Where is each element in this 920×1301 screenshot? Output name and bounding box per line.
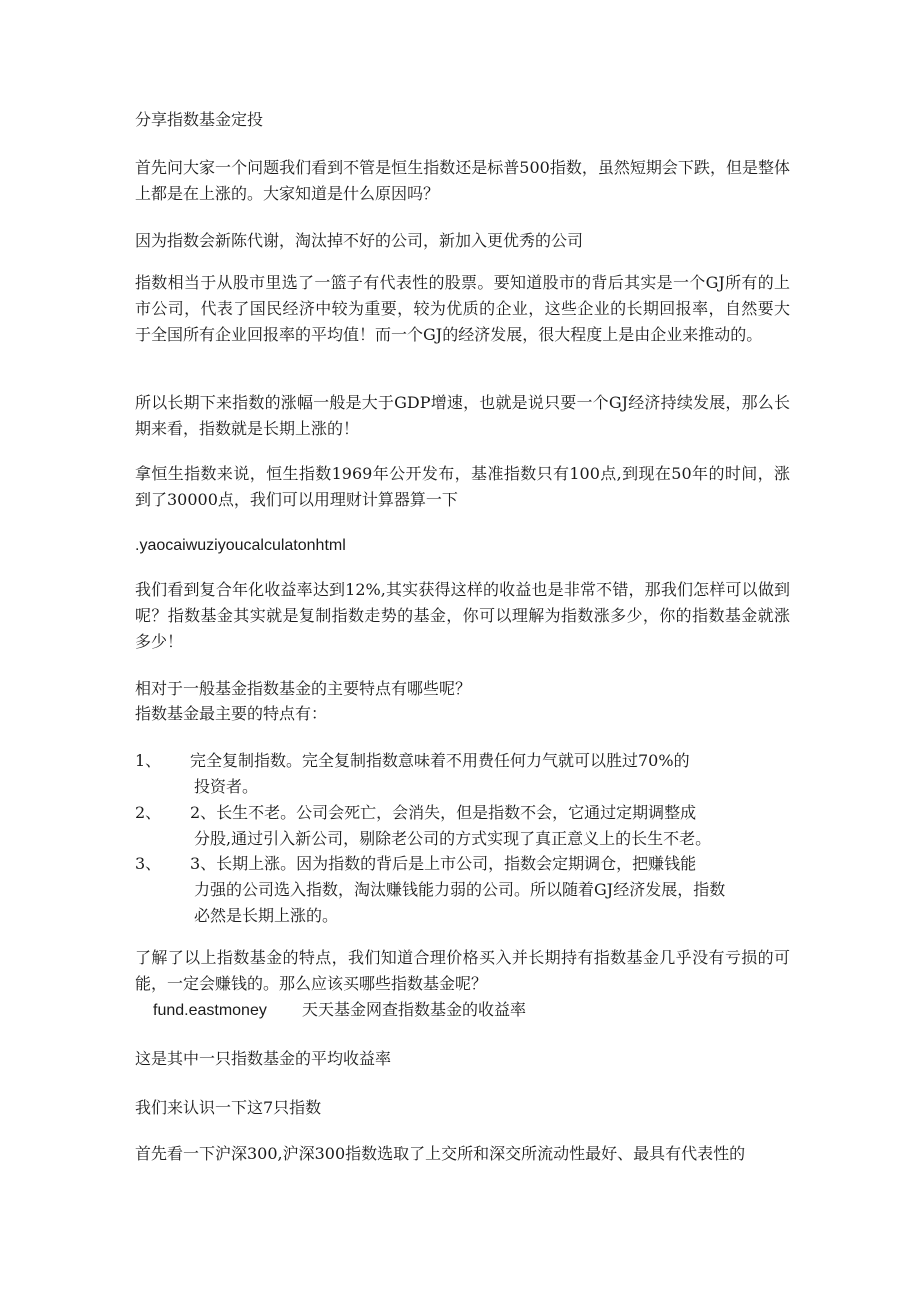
- paragraph-return-rate: 我们看到复合年化收益率达到12%,其实获得这样的收益也是非常不错，那我们怎样可以做到呢？指数基金其实就是复制指数走势的基金，你可以理解为指数涨多少，你的指数基金就涨多少！: [135, 580, 790, 651]
- list-item-text-continued: 分股,通过引入新公司，剔除老公司的方式实现了真正意义上的长生不老。: [194, 829, 712, 848]
- paragraph-index-explanation: 指数相当于从股市里选了一篮子有代表性的股票。要知道股市的背后其实是一个GJ所有的上市公司，代表了国民经济中较为重要，较为优质的企业，这些企业的长期回报率，自然要大于全国所有企业回报率的平均值！而一个GJ的经济发展，很大程度上是由企业来推动的。: [135, 273, 790, 344]
- fund-link-line: [153, 997, 526, 1024]
- fund-site-description: 天天基金网查指数基金的收益率: [301, 1000, 526, 1019]
- paragraph-average-return: 这是其中一只指数基金的平均收益率: [135, 1049, 392, 1068]
- list-item-text: 3、长期上涨。因为指数的背后是上市公司，指数会定期调仓，把赚钱能: [190, 854, 697, 873]
- paragraph-seven-indexes: 我们来认识一下这7只指数: [135, 1098, 322, 1117]
- paragraph-gdp: 所以长期下来指数的涨幅一般是大于GDP增速，也就是说只要一个GJ经济持续发展，那么长期来看，指数就是长期上涨的！: [135, 393, 790, 438]
- calculator-url[interactable]: .yaocaiwuziyoucalculatonhtml: [135, 537, 346, 554]
- fund-site-link[interactable]: fund.eastmoney: [153, 1002, 267, 1019]
- list-item-text-continued: 力强的公司选入指数，淘汰赚钱能力弱的公司。所以随着GJ经济发展，指数必然是长期上涨的。: [194, 880, 726, 925]
- paragraph-question: 首先问大家一个问题我们看到不管是恒生指数还是标普500指数，虽然短期会下跌，但是整体上都是在上涨的。大家知道是什么原因吗？: [135, 158, 790, 203]
- paragraph-hangseng: 拿恒生指数来说，恒生指数1969年公开发布，基准指数只有100点,到现在50年的时间，涨到了30000点，我们可以用理财计算器算一下: [135, 464, 790, 509]
- document-title: 分享指数基金定投: [135, 110, 264, 129]
- list-number: 1、: [135, 751, 162, 770]
- list-item-text-continued: 投资者。: [194, 777, 259, 796]
- paragraph-hs300: 首先看一下沪深300,沪深300指数选取了上交所和深交所流动性最好、最具有代表性的: [135, 1144, 746, 1163]
- list-number: 3、: [135, 854, 162, 873]
- paragraph-answer: 因为指数会新陈代谢，淘汰掉不好的公司，新加入更优秀的公司: [135, 231, 584, 250]
- paragraph-features-question: 相对于一般基金指数基金的主要特点有哪些呢？: [135, 679, 472, 698]
- list-number: 2、: [135, 803, 162, 822]
- list-item-text: 2、长生不老。公司会死亡，会消失，但是指数不会，它通过定期调整成: [190, 803, 697, 822]
- paragraph-conclusion: 了解了以上指数基金的特点，我们知道合理价格买入并长期持有指数基金几乎没有亏损的可能，一定会赚钱的。那么应该买哪些指数基金呢？: [135, 948, 790, 993]
- paragraph-features-intro: 指数基金最主要的特点有：: [135, 704, 328, 723]
- list-item-text: 完全复制指数。完全复制指数意味着不用费任何力气就可以胜过70%的: [190, 751, 690, 770]
